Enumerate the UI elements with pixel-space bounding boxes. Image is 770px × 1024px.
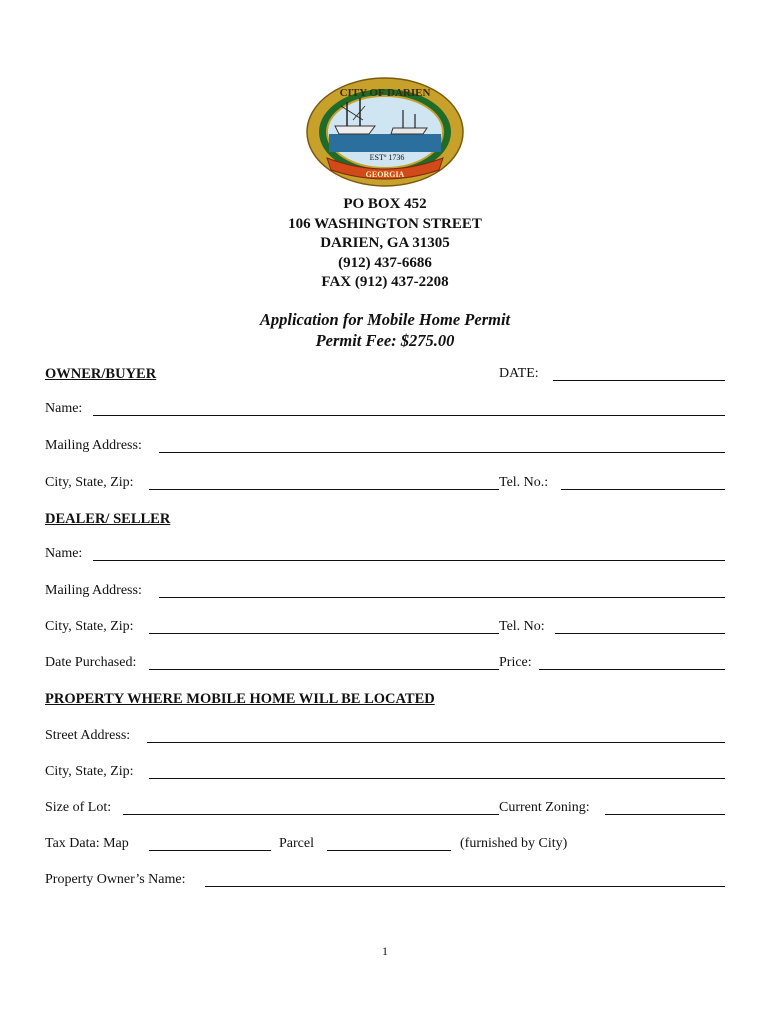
- dealer-name-field[interactable]: [93, 560, 725, 561]
- dealer-csz-label: City, State, Zip:: [45, 619, 134, 634]
- property-street-row: [45, 728, 725, 746]
- property-csz-label: City, State, Zip:: [45, 764, 134, 779]
- size-of-lot-field[interactable]: [123, 814, 499, 815]
- property-csz-field[interactable]: [149, 778, 725, 779]
- owner-tel-label: Tel. No.:: [499, 475, 549, 490]
- date-row: [45, 366, 725, 384]
- property-owner-name-label: Property Owner’s Name:: [45, 872, 186, 887]
- property-owner-name-field[interactable]: [205, 886, 725, 887]
- street-address-label: Street Address:: [45, 728, 131, 743]
- property-lot-row: [45, 800, 725, 818]
- dealer-mailing-field[interactable]: [159, 597, 725, 598]
- owner-name-field[interactable]: [93, 415, 725, 416]
- owner-csz-field[interactable]: [149, 489, 499, 490]
- address-block: [0, 195, 770, 293]
- address-po-box: PO BOX 452: [343, 196, 427, 212]
- address-street: 106 WASHINGTON STREET: [288, 215, 482, 232]
- dealer-tel-field[interactable]: [555, 633, 725, 634]
- dealer-csz-field[interactable]: [149, 633, 499, 634]
- furnished-by-city-note: (furnished by City): [460, 836, 568, 851]
- tax-data-row: [45, 836, 725, 854]
- form-title: [0, 309, 770, 351]
- owner-mailing-row: [45, 438, 725, 456]
- dealer-csz-row: [45, 619, 725, 637]
- owner-mailing-label: Mailing Address:: [45, 438, 142, 453]
- property-owner-row: [45, 872, 725, 890]
- dealer-seller-heading: DEALER/ SELLER: [45, 511, 171, 527]
- seal-top-text: CITY OF DARIEN: [339, 87, 431, 99]
- date-field[interactable]: [553, 380, 725, 381]
- dealer-tel-label: Tel. No:: [499, 619, 545, 634]
- dealer-purchased-row: [45, 655, 725, 673]
- dealer-name-row: [45, 546, 725, 564]
- property-heading: PROPERTY WHERE MOBILE HOME WILL BE LOCATED: [45, 691, 435, 707]
- form-title-main: Application for Mobile Home Permit: [259, 310, 511, 329]
- seal-est-text: ESTº 1736: [369, 153, 405, 162]
- current-zoning-label: Current Zoning:: [499, 800, 590, 815]
- tax-map-field[interactable]: [149, 850, 271, 851]
- address-phone: (912) 437-6686: [338, 254, 432, 271]
- price-label: Price:: [499, 655, 532, 670]
- dealer-mailing-row: [45, 583, 725, 601]
- city-seal-logo: [305, 76, 465, 188]
- dealer-mailing-label: Mailing Address:: [45, 583, 142, 598]
- address-city: DARIEN, GA 31305: [320, 235, 450, 251]
- tax-data-map-label: Tax Data: Map: [45, 836, 129, 851]
- street-address-field[interactable]: [147, 742, 725, 743]
- size-of-lot-label: Size of Lot:: [45, 800, 112, 815]
- address-fax: FAX (912) 437-2208: [321, 274, 449, 290]
- owner-mailing-field[interactable]: [159, 452, 725, 453]
- page-number: 1: [382, 944, 388, 958]
- current-zoning-field[interactable]: [605, 814, 725, 815]
- dealer-name-label: Name:: [45, 546, 83, 561]
- parcel-field[interactable]: [327, 850, 451, 851]
- owner-csz-row: [45, 475, 725, 493]
- owner-buyer-heading: OWNER/BUYER: [45, 366, 157, 382]
- date-purchased-field[interactable]: [149, 669, 499, 670]
- owner-csz-label: City, State, Zip:: [45, 475, 134, 490]
- owner-name-label: Name:: [45, 401, 83, 416]
- date-purchased-label: Date Purchased:: [45, 655, 137, 670]
- permit-fee: Permit Fee: $275.00: [315, 331, 455, 350]
- date-label: DATE:: [499, 366, 539, 381]
- parcel-label: Parcel: [279, 836, 314, 851]
- seal-bottom-text: GEORGIA: [365, 170, 405, 179]
- owner-name-row: [45, 401, 725, 419]
- property-csz-row: [45, 764, 725, 782]
- price-field[interactable]: [539, 669, 725, 670]
- owner-tel-field[interactable]: [561, 489, 725, 490]
